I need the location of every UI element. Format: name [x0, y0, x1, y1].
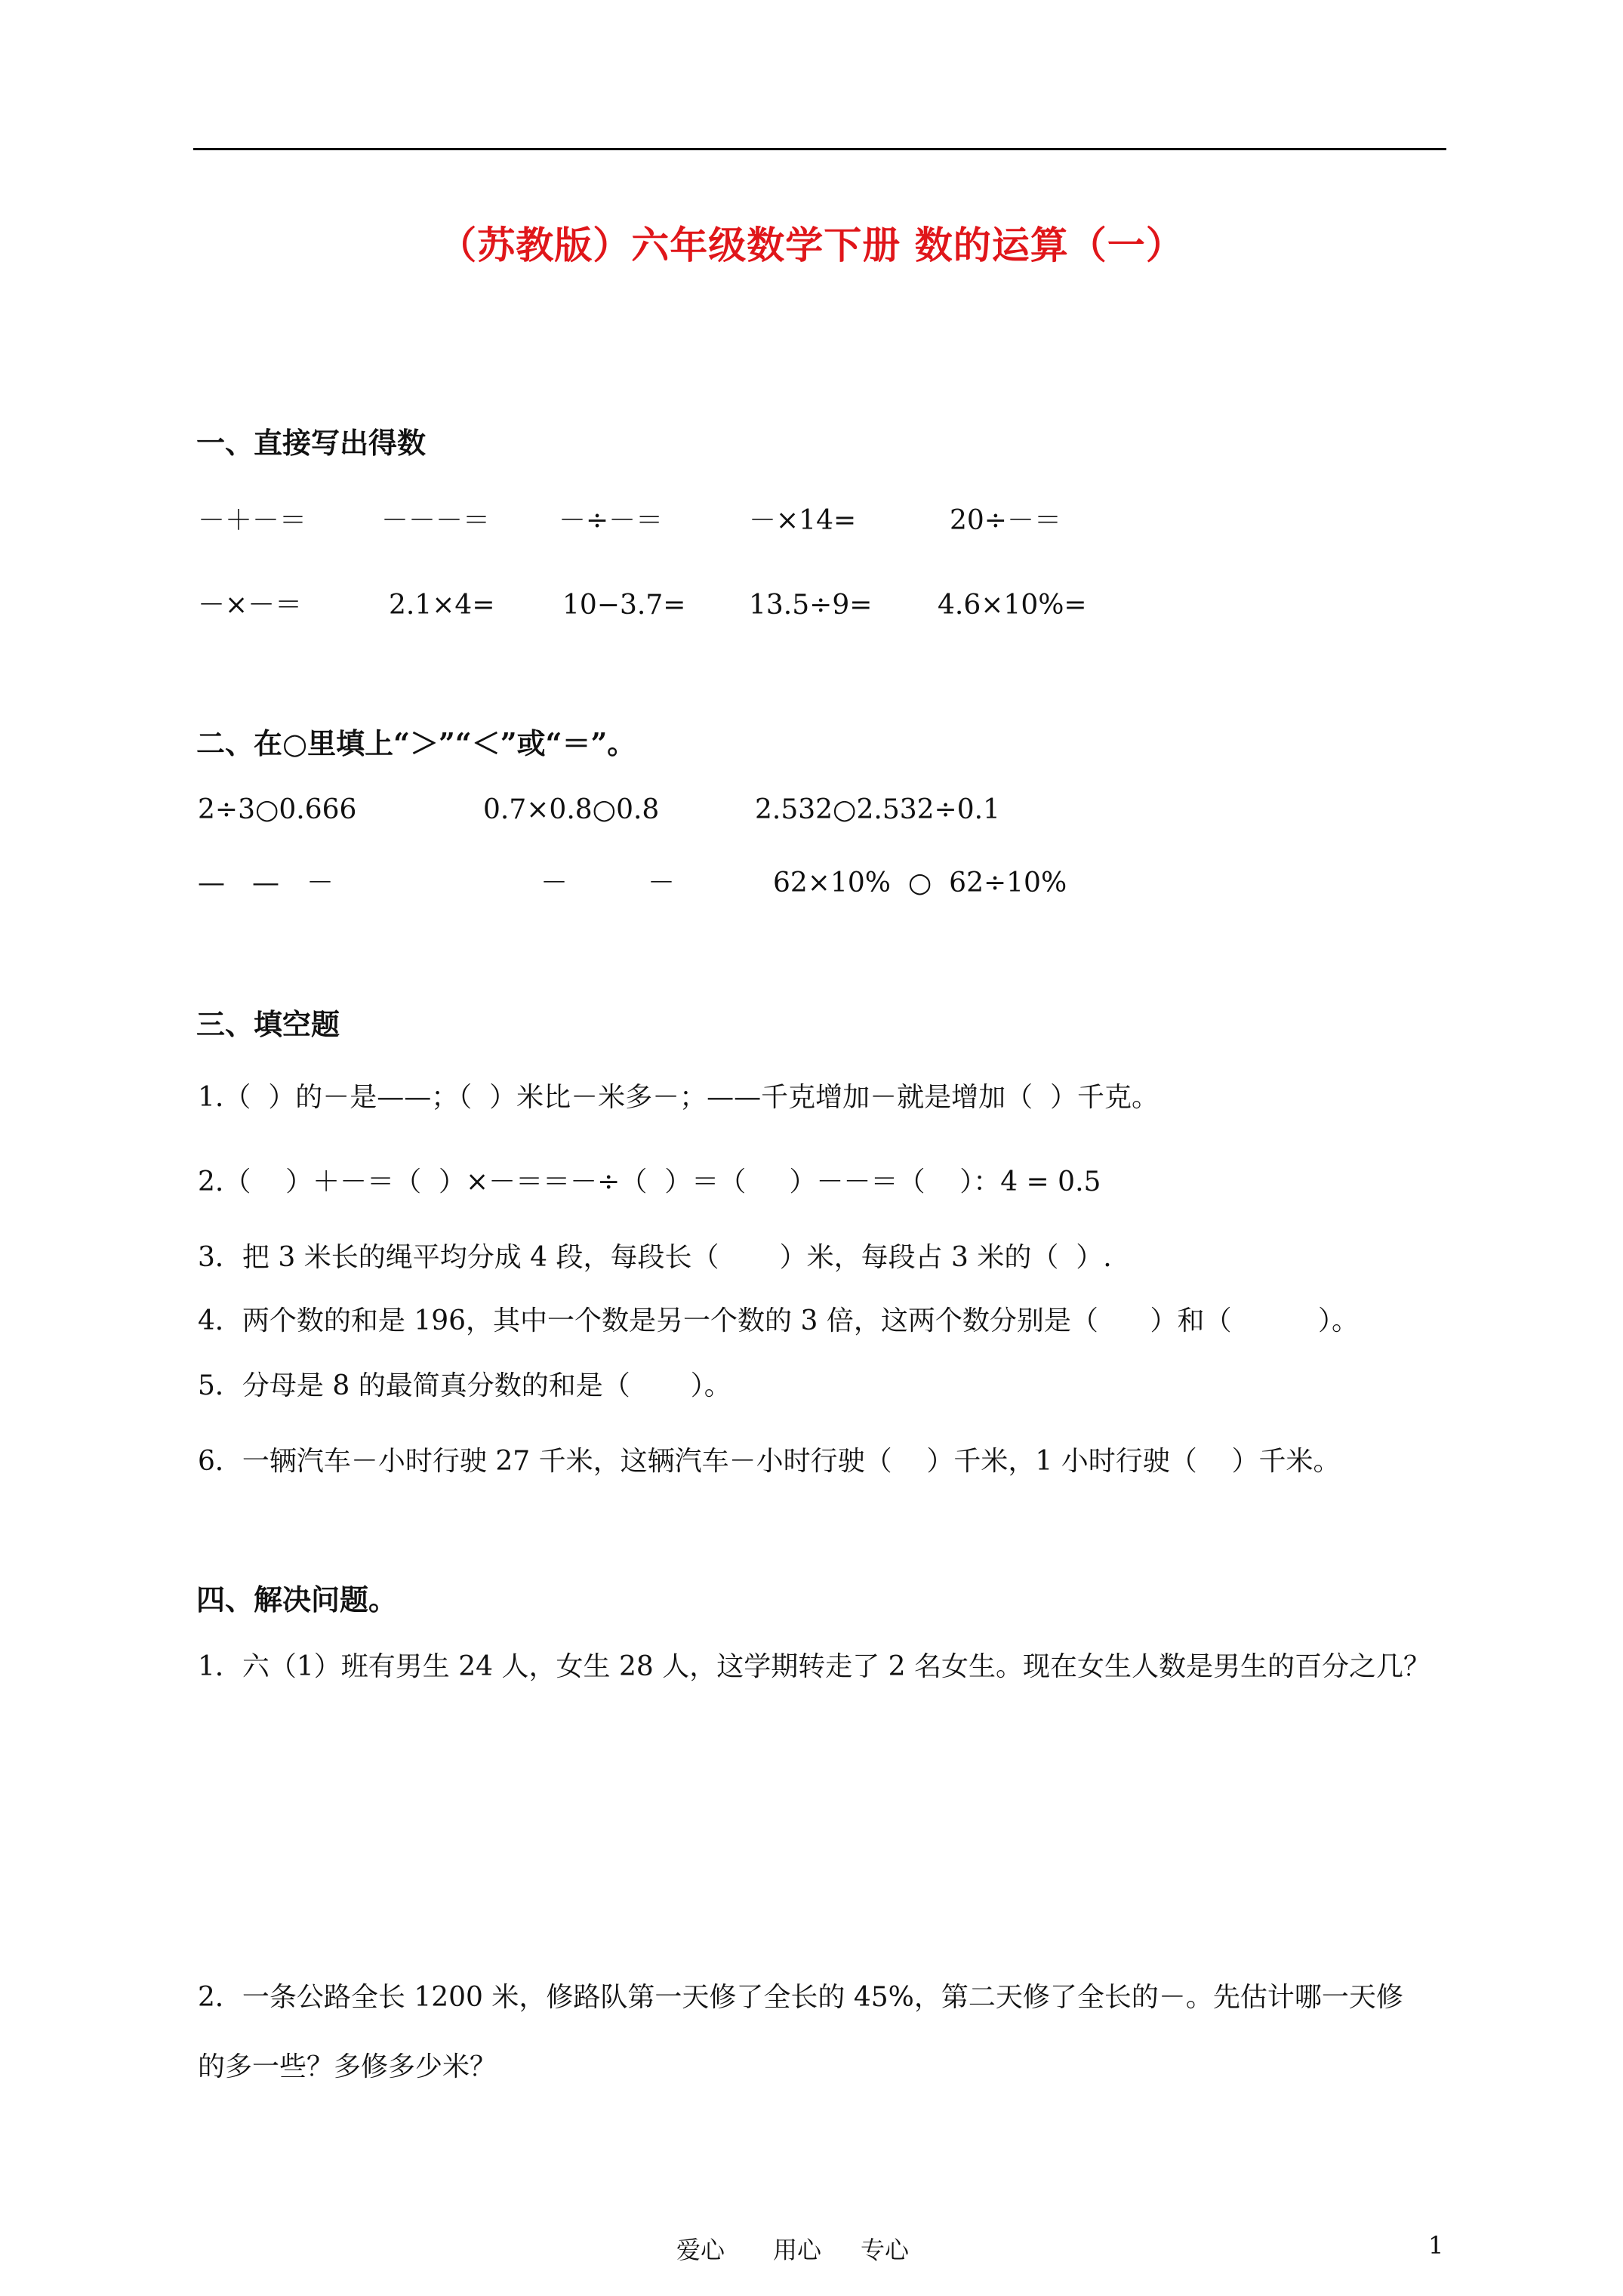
s3-item-1: 1.（ ）的－是——；（ ）米比－米多－；——千克增加－就是增加（ ）千克。	[198, 1082, 1160, 1113]
s4-question-2-line-2: 的多一些？多修多少米？	[198, 2051, 497, 2082]
s1-r1-item-1: －＋－＝	[198, 505, 307, 536]
footer-motto-2: 用心	[773, 2236, 822, 2264]
section-4-heading: 四、解决问题。	[196, 1583, 398, 1616]
s2-r2-item-4: 62×10% ○ 62÷10%	[773, 868, 1067, 898]
footer-motto-1: 爱心	[676, 2236, 725, 2264]
s2-r2-item-3: －	[648, 868, 676, 898]
footer-motto-3: 专心	[861, 2236, 910, 2264]
section-3-heading: 三、填空题	[196, 1007, 340, 1041]
section-1-heading: 一、直接写出得数	[196, 426, 427, 460]
s3-item-6: 6．一辆汽车－小时行驶 27 千米，这辆汽车－小时行驶（ ）千米，1 小时行驶（ ）千米。	[198, 1446, 1341, 1477]
s4-question-1: 1．六（1）班有男生 24 人，女生 28 人，这学期转走了 2 名女生。现在女生人数是男生的百分之几？	[198, 1651, 1431, 1682]
s3-item-3: 3．把 3 米长的绳平均分成 4 段，每段长（ ）米，每段占 3 米的（ ）.	[198, 1242, 1112, 1273]
s3-item-4: 4．两个数的和是 196，其中一个数是另一个数的 3 倍，这两个数分别是（ ）和（ ）。	[198, 1305, 1359, 1336]
s1-r1-item-5: 20÷－＝	[950, 505, 1061, 536]
page-number: 1	[1428, 2231, 1444, 2260]
s1-r1-item-4: －×14=	[749, 505, 857, 536]
s1-r1-item-3: －÷－＝	[559, 505, 664, 536]
s2-r1-item-1: 2÷3○0.666	[198, 794, 357, 825]
s3-item-5: 5．分母是 8 的最简真分数的和是（ ）。	[198, 1370, 731, 1401]
s1-r2-item-5: 4.6×10%=	[938, 590, 1087, 621]
s2-r1-item-3: 2.532○2.532÷0.1	[755, 794, 1000, 825]
s1-r2-item-2: 2.1×4=	[389, 590, 495, 621]
s1-r2-item-3: 10−3.7=	[562, 590, 686, 621]
s3-item-2: 2.（ ）＋－＝（ ）×－＝＝－÷（ ）＝（ ）－－＝（ ）：4 = 0.5	[198, 1166, 1101, 1197]
s1-r2-item-4: 13.5÷9=	[749, 590, 873, 621]
header-rule	[193, 148, 1446, 150]
section-2-heading: 二、在○里填上“＞”“＜”或“＝”。	[196, 726, 636, 760]
s4-question-2-line-1: 2．一条公路全长 1200 米，修路队第一天修了全长的 45%，第二天修了全长的－。先估计哪一天修	[198, 1982, 1403, 2013]
s1-r1-item-2: －－－＝	[381, 505, 491, 536]
s1-r2-item-1: －×－＝	[198, 590, 303, 621]
s2-r1-item-2: 0.7×0.8○0.8	[483, 794, 660, 825]
s2-r2-item-1: — — －	[198, 868, 334, 898]
document-title: （苏教版）六年级数学下册 数的运算（一）	[439, 223, 1184, 267]
s2-r2-item-2: －	[540, 868, 568, 898]
